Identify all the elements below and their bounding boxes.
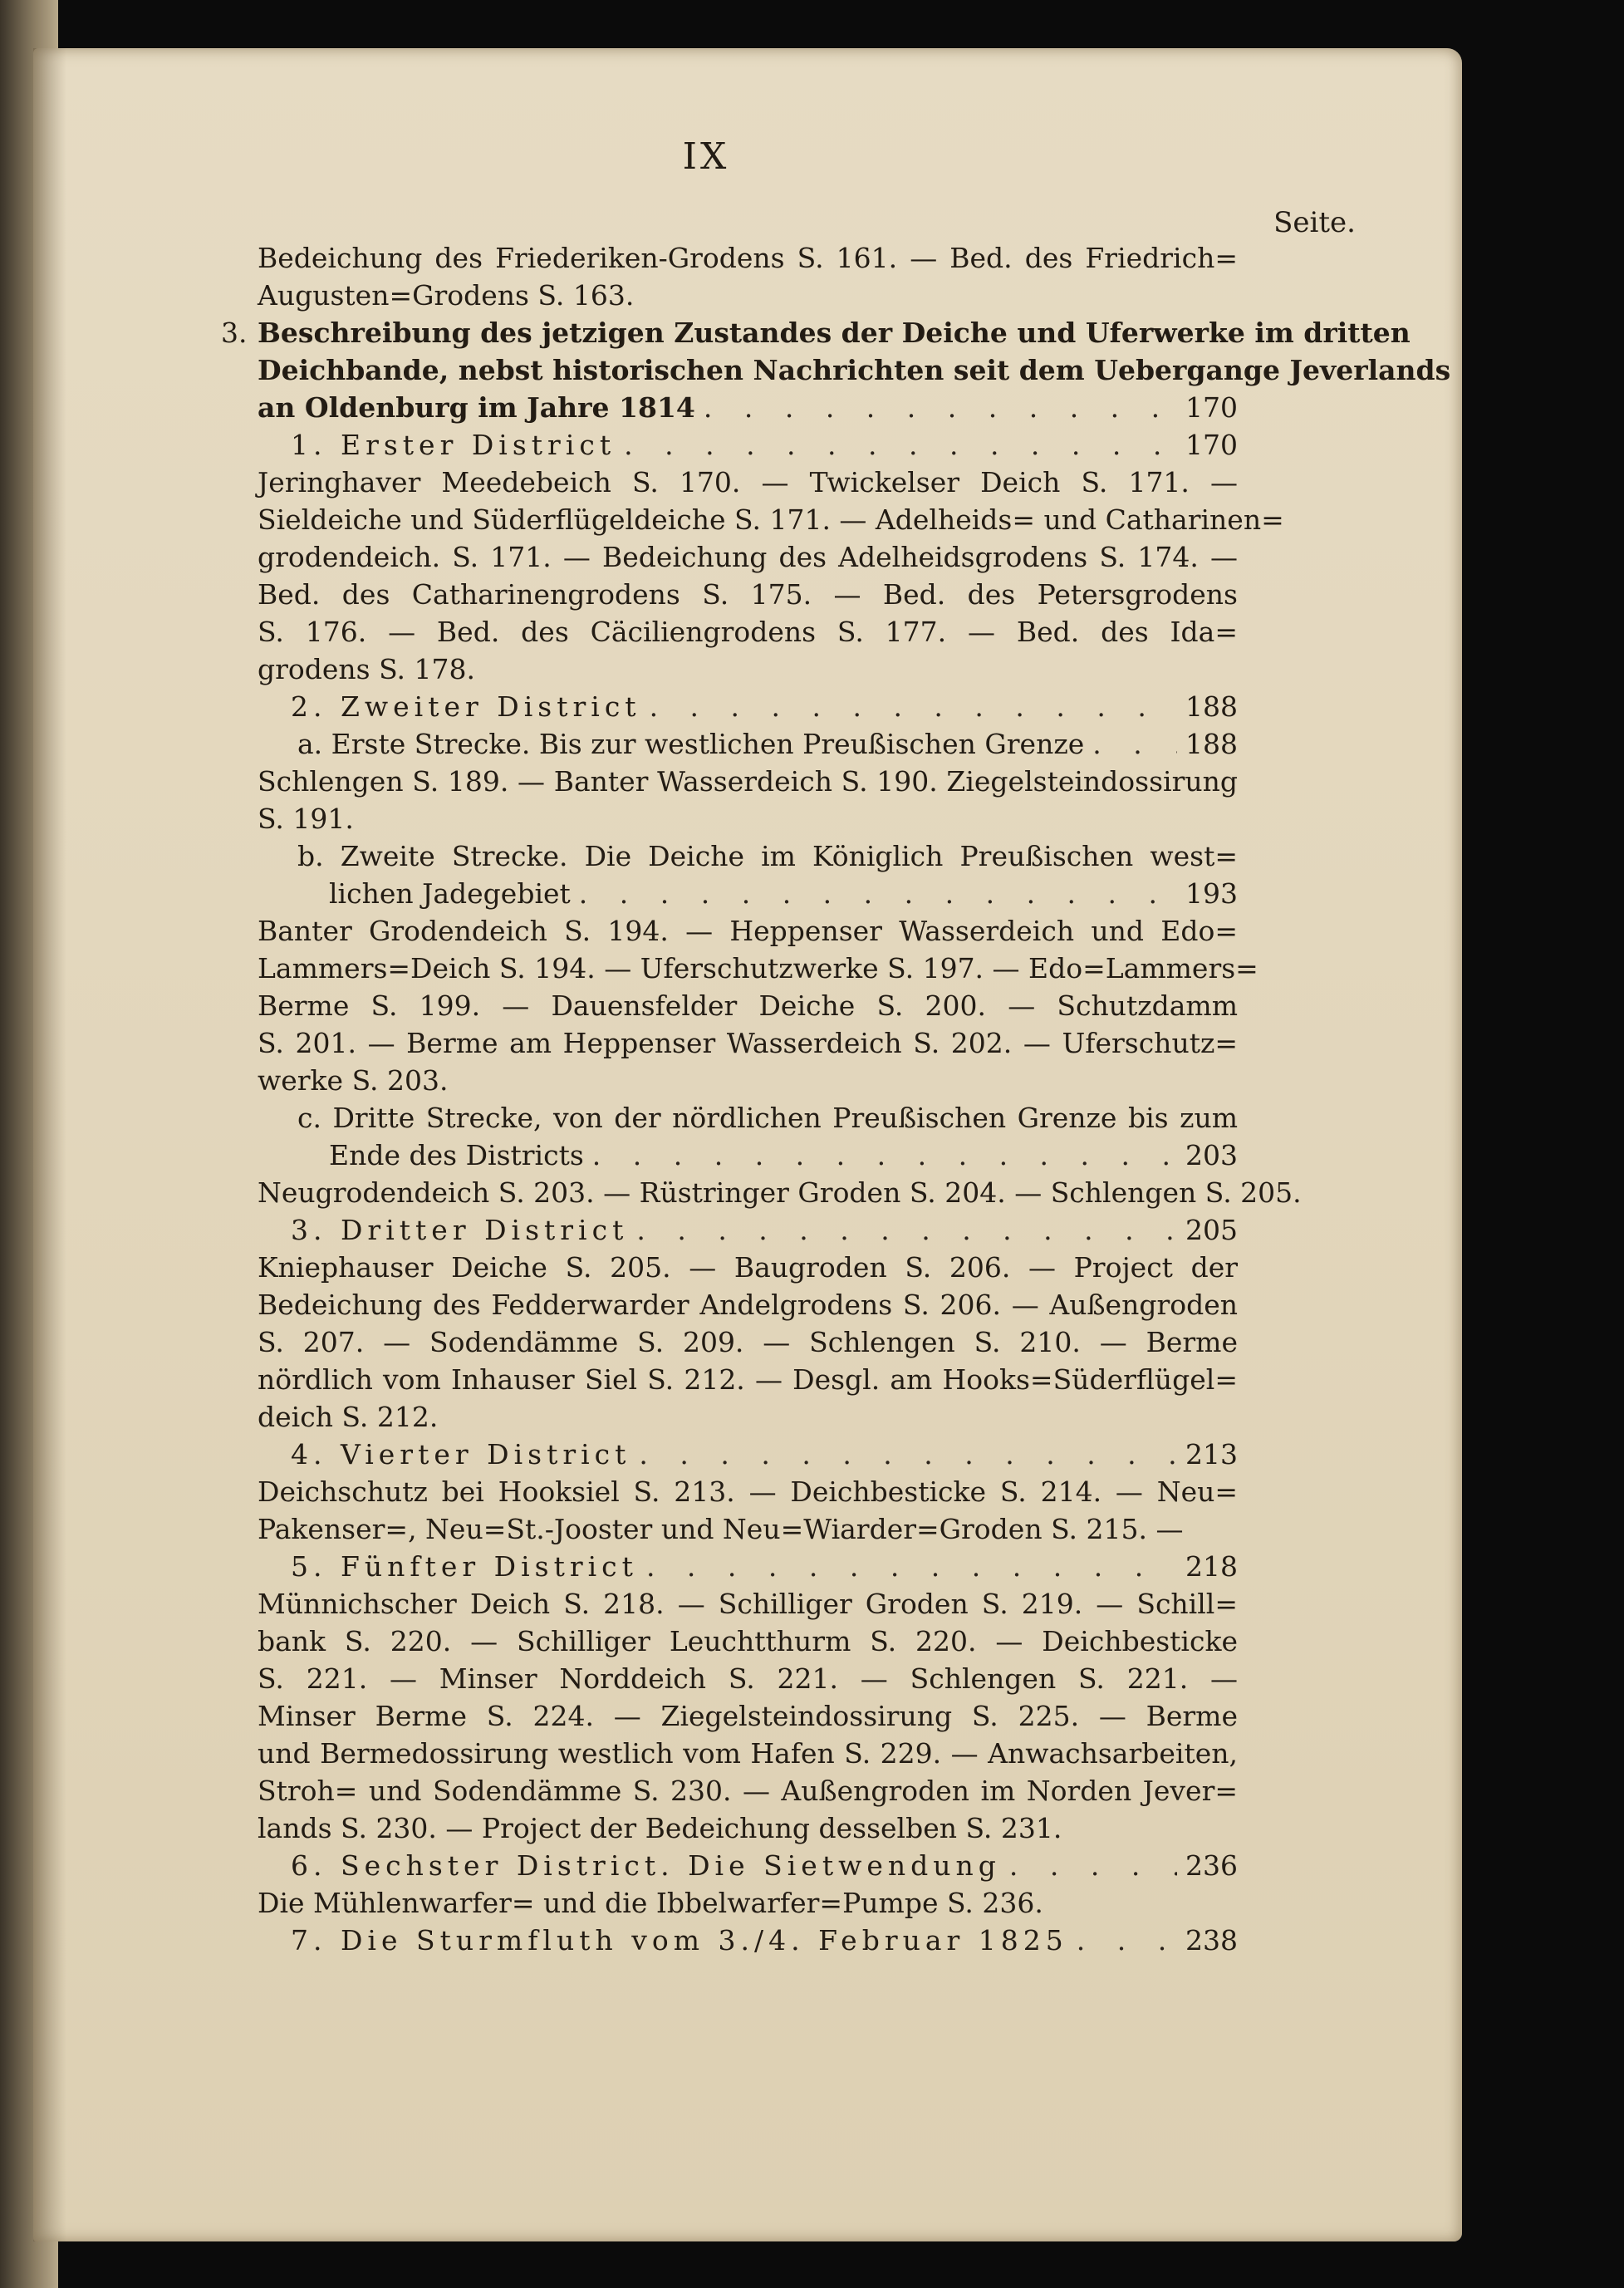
page-ref: 188 [1185, 690, 1238, 723]
toc-entry-title: 6. Sechster District. Die Sietwendung [291, 1849, 1001, 1882]
toc-line: Berme S. 199. — Dauensfelder Deiche S. 200. — Schutzdamm [258, 989, 1238, 1022]
toc-entry-title: an Oldenburg im Jahre 1814 [258, 391, 695, 424]
dot-leader [650, 688, 1177, 725]
toc-entry-title: 5. Fünfter District [291, 1550, 638, 1583]
toc-line: c. Dritte Strecke, von der nördlichen Preußischen Grenze bis zum [297, 1102, 1238, 1134]
dot-leader [579, 875, 1177, 912]
toc-entry [258, 1436, 1238, 1473]
dot-leader [704, 389, 1177, 426]
page-ref: 218 [1185, 1550, 1238, 1583]
page-ref: 238 [1185, 1924, 1238, 1957]
page-ref: 213 [1185, 1438, 1238, 1471]
dot-leader [1092, 725, 1177, 763]
page-crease-shadow [33, 48, 66, 2241]
toc-line: werke S. 203. [258, 1064, 449, 1097]
toc-entry [258, 875, 1238, 912]
toc-section-heading: Deichbande, nebst historischen Nachrichten seit dem Uebergange Jeverlands [258, 354, 1451, 386]
toc-entry-title: 7. Die Sturmfluth vom 3./4. Februar 1825 [291, 1924, 1068, 1957]
book-page [33, 48, 1462, 2241]
toc-line: grodens S. 178. [258, 653, 475, 685]
toc-line: grodendeich. S. 171. — Bedeichung des Adelheidsgrodens S. 174. — [258, 541, 1238, 573]
toc-line: Banter Grodendeich S. 194. — Heppenser Wasserdeich und Edo= [258, 915, 1238, 947]
page-ref: 193 [1185, 877, 1238, 910]
toc-entry-title: lichen Jadegebiet [329, 877, 571, 910]
toc-line: Deichschutz bei Hooksiel S. 213. — Deichbesticke S. 214. — Neu= [258, 1475, 1238, 1508]
toc-entry [258, 725, 1238, 763]
toc-line: S. 221. — Minser Norddeich S. 221. — Schlengen S. 221. — [258, 1662, 1238, 1695]
toc-line: Augusten=Grodens S. 163. [258, 279, 635, 312]
toc-entry-title: a. Erste Strecke. Bis zur westlichen Preußischen Grenze [297, 728, 1085, 760]
toc-section-heading [221, 314, 1411, 351]
toc-entry [258, 1847, 1238, 1884]
dot-leader [639, 1436, 1177, 1473]
toc-line: Bedeichung des Fedderwarder Andelgrodens S. 206. — Außengroden [258, 1289, 1238, 1321]
toc-line: Sieldeiche und Süderflügeldeiche S. 171. — Adelheids= und Catharinen= [258, 503, 1284, 536]
toc-entry [258, 1211, 1238, 1249]
page-ref: 205 [1185, 1214, 1238, 1246]
dot-leader [1077, 1922, 1177, 1959]
page-ref: 170 [1185, 391, 1238, 424]
toc-entry [258, 389, 1238, 426]
toc-entry [258, 1922, 1238, 1959]
toc-line: bank S. 220. — Schilliger Leuchtthurm S. 220. — Deichbesticke [258, 1625, 1238, 1657]
toc-line-text: Beschreibung des jetzigen Zustandes der Deiche und Uferwerke im dritten [258, 317, 1411, 349]
toc-entry-title: 4. Vierter District [291, 1438, 631, 1471]
table-of-contents [221, 239, 1451, 1959]
toc-line: lands S. 230. — Project der Bedeichung desselben S. 231. [258, 1812, 1062, 1844]
toc-line: Münnichscher Deich S. 218. — Schilliger Groden S. 219. — Schill= [258, 1588, 1238, 1620]
toc-line: und Bermedossirung westlich vom Hafen S. 229. — Anwachsarbeiten, [258, 1737, 1238, 1770]
page-ref: 236 [1185, 1849, 1238, 1882]
toc-line: Bed. des Catharinengrodens S. 175. — Bed. des Petersgrodens [258, 578, 1238, 611]
toc-line: Kniephauser Deiche S. 205. — Baugroden S. 206. — Project der [258, 1251, 1238, 1284]
dot-leader [1009, 1847, 1177, 1884]
page-ref: 188 [1185, 728, 1238, 760]
toc-entry-title: 2. Zweiter District [291, 690, 641, 723]
toc-line: b. Zweite Strecke. Die Deiche im Königlich Preußischen west= [297, 840, 1238, 872]
toc-line: Minser Berme S. 224. — Ziegelsteindossirung S. 225. — Berme [258, 1700, 1238, 1732]
toc-line: Schlengen S. 189. — Banter Wasserdeich S. 190. Ziegelsteindossirung [258, 765, 1238, 798]
toc-line: Bedeichung des Friederiken-Grodens S. 161. — Bed. des Friedrich= [258, 242, 1238, 274]
page-ref: 203 [1185, 1139, 1238, 1171]
toc-line: S. 191. [258, 803, 354, 835]
toc-entry [258, 426, 1238, 464]
toc-entry [258, 1137, 1238, 1174]
toc-line: Lammers=Deich S. 194. — Uferschutzwerke S. 197. — Edo=Lammers= [258, 952, 1258, 984]
toc-line: S. 176. — Bed. des Cäciliengrodens S. 177. — Bed. des Ida= [258, 616, 1238, 648]
page-column-header: Seite. [1273, 206, 1356, 239]
toc-line: deich S. 212. [258, 1401, 439, 1433]
toc-line: S. 201. — Berme am Heppenser Wasserdeich S. 202. — Uferschutz= [258, 1027, 1238, 1059]
toc-line: Stroh= und Sodendämme S. 230. — Außengroden im Norden Jever= [258, 1775, 1238, 1807]
toc-entry-title: Ende des Districts [329, 1139, 584, 1171]
dot-leader [636, 1211, 1177, 1249]
toc-line: Die Mühlenwarfer= und die Ibbelwarfer=Pumpe S. 236. [258, 1887, 1043, 1919]
toc-line: nördlich vom Inhauser Siel S. 212. — Desgl. am Hooks=Süderflügel= [258, 1363, 1238, 1396]
toc-entry [258, 1548, 1238, 1585]
dot-leader [646, 1548, 1177, 1585]
toc-line: Pakenser=, Neu=St.-Jooster und Neu=Wiarder=Groden S. 215. — [258, 1513, 1184, 1545]
section-number: 3. [221, 317, 248, 349]
toc-line: S. 207. — Sodendämme S. 209. — Schlengen S. 210. — Berme [258, 1326, 1238, 1358]
toc-entry [258, 688, 1238, 725]
toc-entry-title: 1. Erster District [291, 429, 616, 461]
toc-line: Jeringhaver Meedebeich S. 170. — Twickelser Deich S. 171. — [258, 466, 1238, 498]
dot-leader [592, 1137, 1177, 1174]
page-ref: 170 [1185, 429, 1238, 461]
page-number: IX [682, 135, 730, 178]
dot-leader [624, 426, 1177, 464]
toc-line: Neugrodendeich S. 203. — Rüstringer Groden S. 204. — Schlengen S. 205. [258, 1176, 1302, 1209]
toc-entry-title: 3. Dritter District [291, 1214, 629, 1246]
